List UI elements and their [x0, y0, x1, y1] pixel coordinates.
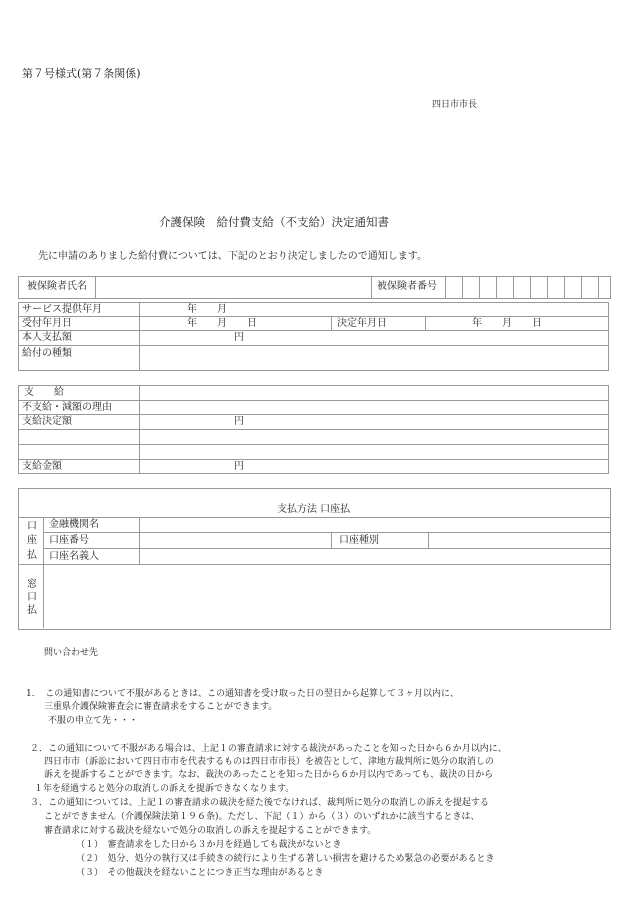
note-line: （２） 処分、処分の執行又は手続きの続行により生ずる著しい損害を避けるため緊急の必要があるとき — [76, 854, 495, 864]
account-type-label: 口座種別 — [339, 535, 379, 546]
window-vertical-3: 払 — [27, 605, 37, 616]
decided-amount-label: 支給決定額 — [22, 416, 72, 427]
service-section — [18, 302, 609, 371]
note-line: １年を経過すると処分の取消しの訴えを提訴できなくなります。 — [34, 784, 295, 794]
issuer: 四日市市長 — [432, 100, 478, 110]
window-vertical-2: 口 — [27, 592, 37, 603]
note-line: 四日市市（訴訟において四日市市を代表するものは四日市市長）を被告として、津地方裁判所に処分の取消しの — [44, 757, 494, 767]
note-line: 三重県介護保険審査会に審査請求をすることができます。 — [44, 702, 278, 712]
benefit-type-label: 給付の種類 — [22, 348, 72, 359]
service-month-value[interactable]: 年 月 — [187, 304, 227, 315]
note-line: ２．この通知について不服がある場合は、上記１の審査請求に対する裁決があったことを知った日から６か月以内に、 — [30, 744, 507, 754]
insured-name-label: 被保険者氏名 — [27, 281, 87, 292]
insured-number-label: 被保険者番号 — [377, 281, 437, 292]
note-line: （３） その他裁決を経ないことにつき正当な理由があるとき — [76, 868, 324, 878]
account-vertical-1: 口 — [27, 521, 37, 532]
intro-text: 先に申請のありました給付費については、下記のとおり決定しましたので通知します。 — [38, 251, 427, 262]
payment-method-text: 支払方法 口座払 — [277, 504, 351, 515]
decided-amount-unit: 円 — [234, 416, 244, 427]
account-vertical-3: 払 — [27, 550, 37, 561]
note-line: （１） 審査請求をした日から３か月を経過しても裁決がないとき — [76, 840, 342, 850]
bank-label: 金融機関名 — [49, 519, 99, 530]
inquiry-label: 問い合わせ先 — [44, 648, 99, 658]
page-title: 介護保険 給付費支給（不支給）決定通知書 — [159, 215, 389, 229]
amount-label: 支給金額 — [22, 461, 62, 472]
note-line: 審査請求に対する裁決を経ないで処分の取消しの訴えを提起することができます。 — [44, 826, 377, 836]
payment-label: 支 給 — [24, 387, 64, 398]
received-date-label: 受付年月日 — [22, 318, 72, 329]
account-holder-label: 口座名義人 — [49, 551, 99, 562]
self-payment-label: 本人支払額 — [22, 332, 72, 343]
note-line: ことができません（介護保険法第１９６条)。ただし、下記（１）から（３）のいずれかに該当するときは、 — [44, 812, 480, 822]
service-month-label: サービス提供年月 — [22, 304, 102, 315]
insured-header-row — [18, 276, 611, 299]
decision-date-label: 決定年月日 — [337, 318, 387, 329]
reason-label: 不支給・減額の理由 — [22, 402, 112, 413]
decision-date-value[interactable]: 年 月 日 — [472, 318, 542, 329]
payment-section — [18, 385, 609, 474]
account-vertical-2: 座 — [27, 535, 37, 546]
note-line: 1． この通知書について不服があるときは、この通知書を受け取った日の翌日から起算して３ヶ月以内に、 — [26, 689, 460, 699]
payment-method-section — [18, 488, 611, 630]
amount-unit: 円 — [234, 461, 244, 472]
window-vertical-1: 窓 — [27, 579, 37, 590]
received-date-value[interactable]: 年 月 日 — [187, 318, 257, 329]
note-line: 訴えを提訴することができます。なお、裁決のあったことを知った日から６か月以内であっても、裁決の日から — [44, 770, 494, 780]
self-payment-unit: 円 — [234, 332, 244, 343]
account-number-label: 口座番号 — [49, 535, 89, 546]
note-line: ３．この通知については、上記１の審査請求の裁決を経た後でなければ、裁判所に処分の取消しの訴えを提起する — [30, 798, 489, 808]
form-number: 第７号様式(第７条関係) — [22, 67, 141, 80]
insured-number-box[interactable] — [446, 277, 610, 298]
note-line: 不服の申立て先・・・ — [48, 716, 139, 726]
